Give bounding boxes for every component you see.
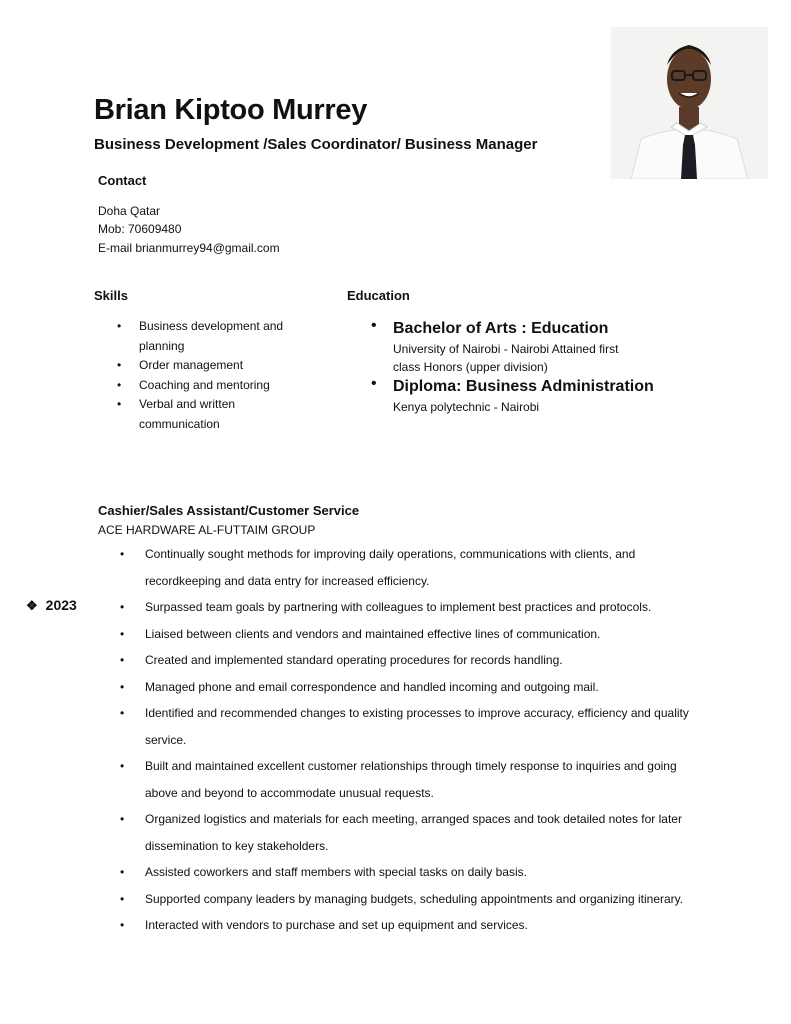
bullet-icon: • (117, 358, 122, 372)
duty-item (120, 859, 750, 886)
skill-item (117, 317, 339, 356)
bullet-icon: • (120, 812, 125, 826)
skill-line: communication (139, 416, 220, 431)
duty-item (120, 806, 750, 859)
bullet-icon: • (120, 918, 125, 932)
duty-item (120, 621, 750, 648)
skill-line: Business development and (139, 319, 284, 333)
bullet-icon: • (120, 706, 125, 720)
duty-line: Surpassed team goals by partnering with colleagues to implement best practices and protocols. (145, 600, 652, 614)
skill-item (117, 376, 339, 396)
bullet-icon: • (117, 319, 122, 333)
duty-line: Assisted coworkers and staff members with special tasks on daily basis. (145, 865, 527, 879)
duty-item (120, 912, 750, 939)
duty-line: dissemination to key stakeholders. (145, 838, 329, 853)
bullet-icon: • (120, 653, 125, 667)
duty-line: Created and implemented standard operating procedures for records handling. (145, 653, 563, 667)
experience-year (26, 597, 77, 614)
profile-photo (611, 27, 768, 179)
duty-line: Identified and recommended changes to existing processes to improve accuracy, efficiency and quality (145, 706, 689, 720)
contact-mobile: Mob: 70609480 (98, 222, 182, 236)
education-item (371, 317, 693, 376)
contact-email: E-mail brianmurrey94@gmail.com (98, 241, 280, 255)
duty-item (120, 647, 750, 674)
job-title: Cashier/Sales Assistant/Customer Service (98, 503, 360, 518)
skill-item (117, 395, 339, 434)
duty-line: service. (145, 732, 187, 747)
candidate-headline: Business Development /Sales Coordinator/ Business Manager (94, 136, 538, 153)
education-detail: class Honors (upper division) (393, 360, 548, 374)
duty-item (120, 674, 750, 701)
skills-list (117, 317, 339, 434)
education-item (371, 375, 693, 416)
duty-line: Liaised between clients and vendors and maintained effective lines of communication. (145, 626, 601, 641)
duty-item (120, 886, 750, 913)
bullet-icon: • (371, 317, 377, 334)
duty-line: above and beyond to accommodate unusual requests. (145, 785, 434, 800)
duty-line: Supported company leaders by managing budgets, scheduling appointments and organizing itinerary. (145, 891, 684, 906)
skill-line: Verbal and written (139, 397, 236, 411)
duty-item (120, 541, 750, 594)
education-title: Education (347, 288, 410, 303)
company-name: ACE HARDWARE AL-FUTTAIM GROUP (98, 523, 316, 537)
skill-line: planning (139, 338, 185, 353)
skill-line: Coaching and mentoring (139, 377, 270, 392)
bullet-icon: • (120, 626, 125, 641)
education-degree: Bachelor of Arts : Education (393, 320, 609, 337)
bullet-icon: • (120, 865, 125, 879)
bullet-icon: • (120, 759, 125, 773)
duty-line: recordkeeping and data entry for increased efficiency. (145, 573, 430, 588)
duty-item (120, 594, 750, 621)
education-degree: Diploma: Business Administration (393, 378, 654, 395)
education-detail: University of Nairobi - Nairobi Attained first (393, 342, 619, 356)
skills-title: Skills (94, 288, 128, 303)
duty-line: Organized logistics and materials for each meeting, arranged spaces and took detailed notes for later (145, 812, 682, 826)
duty-line: Built and maintained excellent customer relationships through timely response to inquiries and going (145, 759, 677, 773)
duty-line: Managed phone and email correspondence and handled incoming and outgoing mail. (145, 679, 599, 694)
diamond-bullet-icon: ❖ (26, 598, 38, 613)
duties-list (120, 541, 750, 939)
bullet-icon: • (120, 679, 125, 694)
bullet-icon: • (120, 891, 125, 906)
duty-item (120, 753, 750, 806)
skill-item (117, 356, 339, 376)
contact-location: Doha Qatar (98, 204, 161, 218)
duty-line: Continually sought methods for improving daily operations, communications with clients, and (145, 547, 636, 561)
education-list (371, 317, 693, 416)
duty-item (120, 700, 750, 753)
candidate-name: Brian Kiptoo Murrey (94, 94, 368, 126)
duty-line: Interacted with vendors to purchase and set up equipment and services. (145, 918, 528, 932)
bullet-icon: • (120, 547, 125, 561)
education-detail: Kenya polytechnic - Nairobi (393, 400, 540, 414)
contact-title: Contact (98, 173, 147, 188)
bullet-icon: • (120, 600, 125, 614)
bullet-icon: • (371, 375, 377, 392)
bullet-icon: • (117, 377, 122, 392)
experience-year-label: 2023 (45, 597, 77, 613)
bullet-icon: • (117, 397, 122, 411)
profile-photo-illustration (611, 27, 768, 179)
skill-line: Order management (139, 358, 244, 372)
